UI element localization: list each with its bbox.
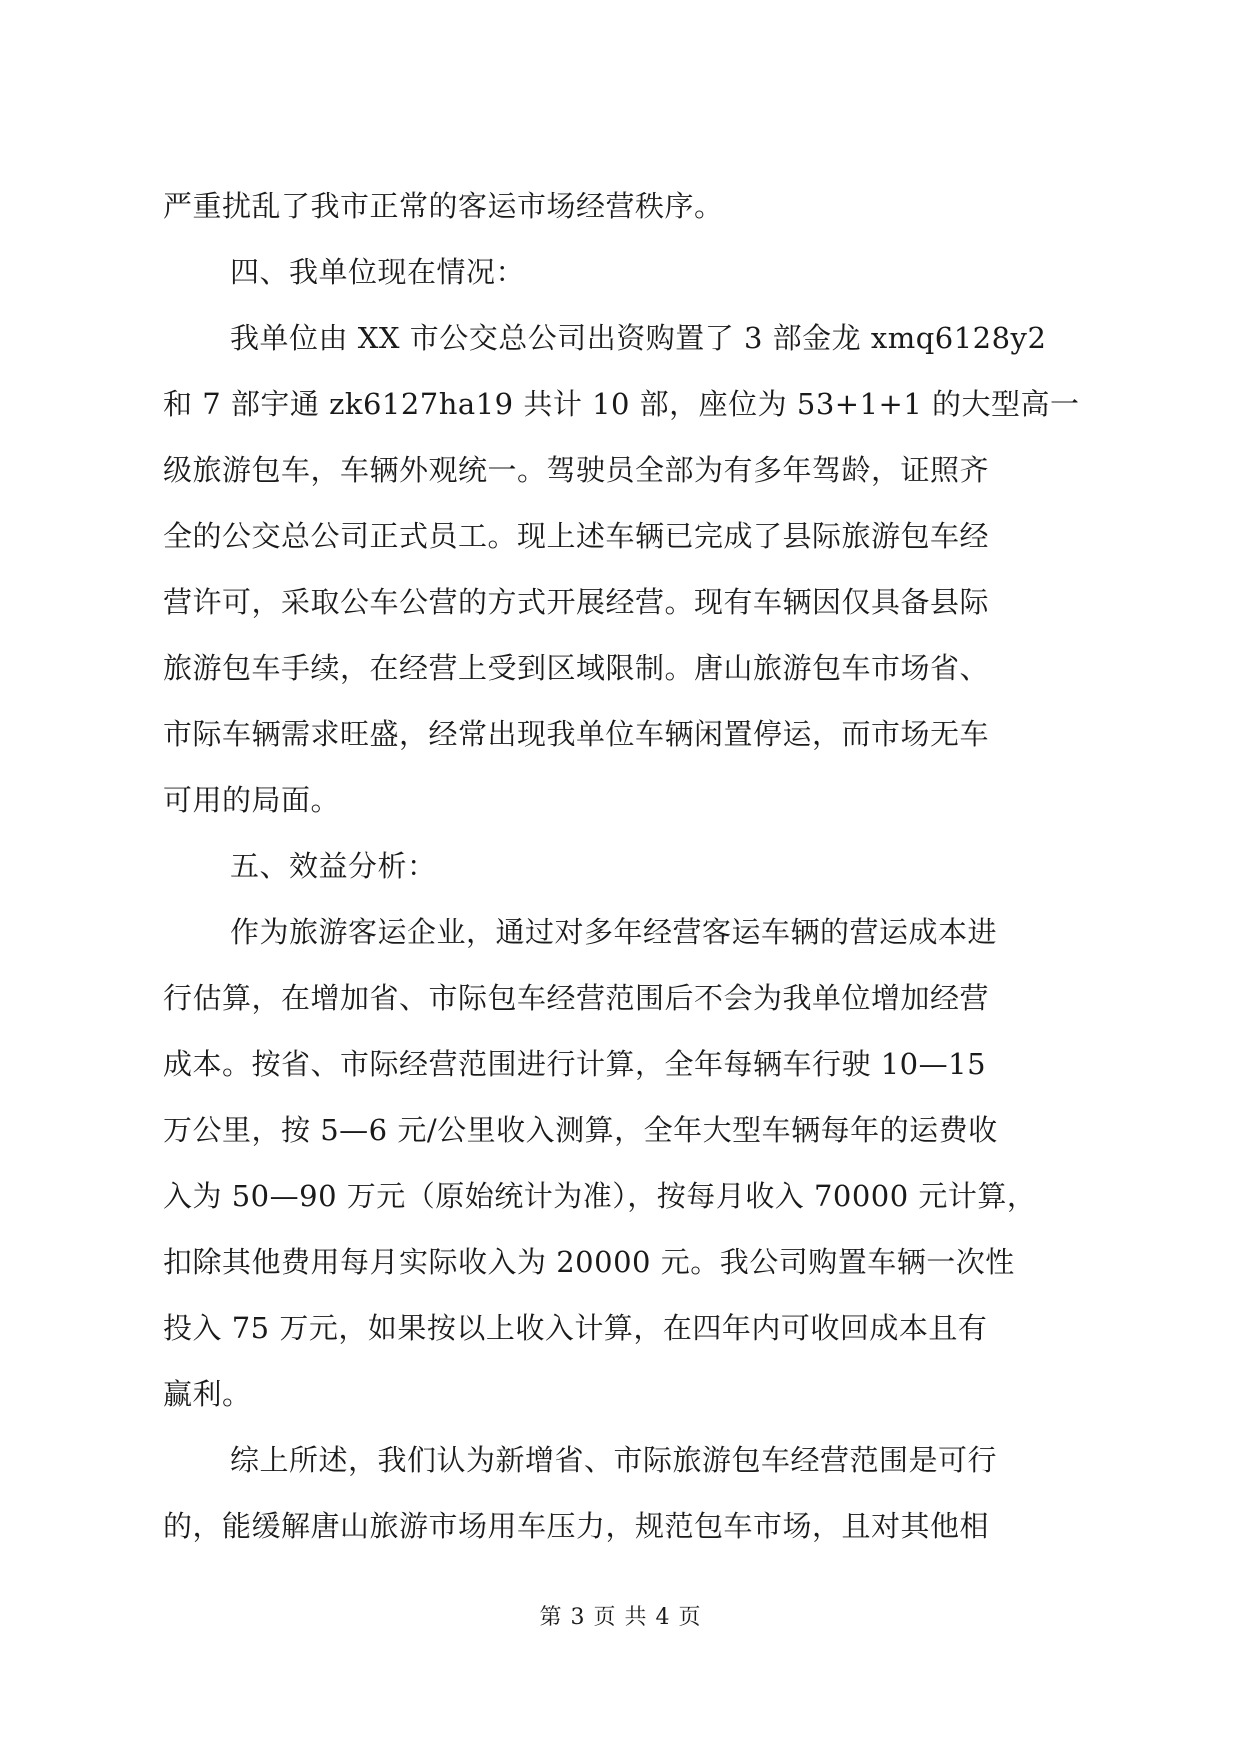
text-line: 我单位由 XX 市公交总公司出资购置了 3 部金龙 xmq6128y2: [230, 321, 1047, 355]
text-line: 全的公交总公司正式员工。现上述车辆已完成了县际旅游包车经: [163, 519, 990, 553]
text-line: 入为 50—90 万元（原始统计为准），按每月收入 70000 元计算，: [163, 1179, 1037, 1213]
text-line: 可用的局面。: [163, 783, 341, 817]
text-line: 综上所述，我们认为新增省、市际旅游包车经营范围是可行: [230, 1443, 998, 1477]
text-line: 成本。按省、市际经营范围进行计算，全年每辆车行驶 10—15: [163, 1047, 987, 1081]
text-line: 级旅游包车，车辆外观统一。驾驶员全部为有多年驾龄，证照齐: [163, 453, 990, 487]
text-line: 和 7 部宇通 zk6127ha19 共计 10 部，座位为 53+1+1 的大型高一: [163, 387, 1080, 421]
text-line: 市际车辆需求旺盛，经常出现我单位车辆闲置停运，而市场无车: [163, 717, 990, 751]
section-heading: 五、效益分析：: [230, 849, 437, 883]
text-line: 营许可，采取公车公营的方式开展经营。现有车辆因仅具备县际: [163, 585, 990, 619]
text-line: 投入 75 万元，如果按以上收入计算，在四年内可收回成本且有: [163, 1311, 988, 1345]
text-line: 旅游包车手续，在经营上受到区域限制。唐山旅游包车市场省、: [163, 651, 990, 685]
text-line: 赢利。: [163, 1377, 252, 1411]
text-line: 严重扰乱了我市正常的客运市场经营秩序。: [163, 189, 724, 223]
section-heading: 四、我单位现在情况：: [230, 255, 526, 289]
text-line: 扣除其他费用每月实际收入为 20000 元。我公司购置车辆一次性: [163, 1245, 1015, 1279]
page-footer: 第 3 页 共 4 页: [539, 1605, 702, 1630]
text-line: 作为旅游客运企业，通过对多年经营客运车辆的营运成本进: [230, 915, 998, 949]
text-line: 的，能缓解唐山旅游市场用车压力，规范包车市场，且对其他相: [163, 1509, 990, 1543]
text-line: 万公里，按 5—6 元/公里收入测算，全年大型车辆每年的运费收: [163, 1113, 998, 1147]
text-line: 行估算，在增加省、市际包车经营范围后不会为我单位增加经营: [163, 981, 990, 1015]
